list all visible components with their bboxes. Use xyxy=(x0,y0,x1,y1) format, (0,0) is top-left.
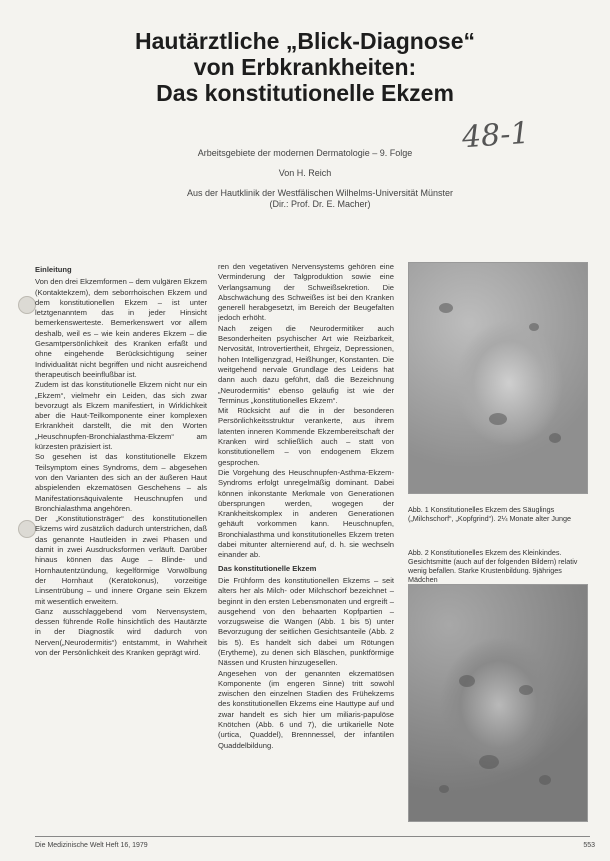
paragraph: Von den drei Ekzemformen – dem vulgären Ekzem (Kontaktekzem), dem seborrhoischen Ekzem und dem konstitutionellen Ekzem – ist unter letztgenanntem das in jeder Hinsicht bemerkenswerteste. Bemerkenswert vor allem deshalb, weil es – wie kein anderes Ekzem – die Gesamtpersönlichkeit des Kranken erfaßt und ohne eingehende Berücksichtigung seiner Individualität nicht begriffen und nicht ausreichend therapeutisch beeinflußbar ist. xyxy=(35,277,207,379)
paragraph: Zudem ist das konstitutionelle Ekzem nicht nur ein „Ekzem“, vielmehr ein Leiden, das sich zwar bevorzugt als Ekzem manifestiert, in Wirklichkeit aber die Haut-Teilkomponente einer komplexen Erkrankheit darstellt, die mit den Worten „Heuschnupfen-Bronchialasthma-Ekzem“ am kürzesten präzisiert ist. xyxy=(35,380,207,452)
paragraph: Ganz ausschlaggebend vom Nervensystem, dessen führende Rolle hinsichtlich des Hautärzte in der Diagnostik wird dadurch von Nerven(„Neurodermitis“) entstammt, in Wahrheit von der Persönlichkeit des Kranken geprägt wird. xyxy=(35,606,207,657)
child-eczema-photo xyxy=(408,584,588,822)
author-line: Von H. Reich xyxy=(278,168,332,178)
affiliation-line-2: (Dir.: Prof. Dr. E. Macher) xyxy=(269,199,371,209)
article-title xyxy=(60,28,550,106)
figure-1-caption: Abb. 1 Konstitutionelles Ekzem des Säuglings („Milchschorf“, „Kopfgrind“). 2¼ Monate alter Junge xyxy=(408,505,571,523)
title-line-2: von Erbkrankheiten: xyxy=(193,54,417,80)
punch-hole xyxy=(18,296,36,314)
title-line-1: Hautärztliche „Blick-Diagnose“ xyxy=(135,28,475,54)
page-number: 553 xyxy=(583,842,595,849)
paragraph: So gesehen ist das konstitutionelle Ekzem Teilsymptom eines Syndroms, dem – abgesehen von den Varianten des sich an der äußeren Haut abspielenden ekzematösen Geschehens – als Manifestationsäquivalente Heuschnupfen und Bronchialasthma angehören. xyxy=(35,452,207,513)
paragraph: Nach zeigen die Neurodermitiker auch Besonderheiten psychischer Art wie Reizbarkeit, Nervosität, Introvertiertheit, Ehrgeiz, Depressionen, hohen Intelligenzgrad, Heißhunger, Konstanten. Die weitgehend nervale Grundlage des Leidens hat dann auch dazu geführt, daß die Bezeichnung „Neurodermitis“ ebenso geläufig ist wie der Terminus „konstitutionelles Ekzem“. xyxy=(218,323,394,405)
paragraph: Angesehen von der genannten ekzematösen Komponente (im engeren Sinne) tritt sowohl zwischen den einzelnen Stadien des Frühekzems des konstitutionellen Ekzems eine Hauttype auf und zwar handelt es sich hier um miliaris-papulöse Knötchen (Abb. 6 und 7), die urtikarielle Note (urtica, Quaddel), Brennnessel, der infantilen Quaddelbildung. xyxy=(218,668,394,750)
paragraph: Der „Konstitutionsträger“ des konstitutionellen Ekzems wird zusätzlich dadurch unterstrichen, daß das genannte Hautleiden in zwei Phasen und damit in zwei Ausdrucksformen verläuft. Darüber hinaus können das Auge – Blinde- und Hornhautentzündung, kegelförmige Vorwölbung der Hornhaut (Keratokonus), vorzeitige Linsentrübung – und innere Organe sein Ekzem mit wesentlich erweitern. xyxy=(35,514,207,606)
journal-reference: Die Medizinische Welt Heft 16, 1979 xyxy=(35,842,148,849)
footer-rule xyxy=(35,836,590,837)
paragraph: Mit Rücksicht auf die in der besonderen Persönlichkeitsstruktur verankerte, aus ihrem latenten inneren Kommende Ekzembereitschaft der Kranken wird schließlich auch – statt von konstitutionellem – von endogenem Ekzem gesprochen. xyxy=(218,406,394,467)
paragraph: Die Vorgehung des Heuschnupfen-Asthma-Ekzem-Syndroms erfolgt unregelmäßig dominant. Dabei können inkonstante Merkmale von Generationen übersprungen werden, wogegen der Krankheitskomplex in anderen Generationen gehäuft vorkommen kann. Heuschnupfen, Bronchialasthma und konstitutionelles Ekzem treten dabei mitunter alternierend auf, d. h. sie wechseln einander ab. xyxy=(218,467,394,560)
punch-hole xyxy=(18,520,36,538)
infant-eczema-photo xyxy=(408,262,588,494)
paragraph: Die Frühform des konstitutionellen Ekzems – seit alters her als Milch- oder Milchschorf bezeichnet – beginnt in den ersten Lebensmonaten und ergreift – ausgehend von den behaarten Kopfpartien – vorzugsweise die Wangen (Abb. 1 bis 5) unter Bevorzugung der seitlichen Gesichtsanteile (Abb. 2 bis 5). Es handelt sich dabei um Rötungen (Erytheme), zu denen sich Bläschen, punktförmige Nässen und Krusten hinzugesellen. xyxy=(218,575,394,668)
series-subtitle: Arbeitsgebiete der modernen Dermatologie – 9. Folge xyxy=(197,148,413,158)
section-heading: Das konstitutionelle Ekzem xyxy=(218,563,317,573)
paragraph: ren den vegetativen Nervensystems gehören eine Verminderung der Talgproduktion sowie eine Verlangsamung der Schweißsekretion. Die Abschwächung des Schweißes ist bei den Kranken generell herabgesetzt, im Bereich der Beugefalten jedoch erhöht. xyxy=(218,262,394,323)
text-column-2 xyxy=(218,262,394,832)
text-column-1 xyxy=(35,262,207,832)
figure-2-caption: Abb. 2 Konstitutionelles Ekzem des Kleinkindes. Gesichtsmitte (auch auf der folgenden Bildern) relativ wenig befallen. Starke Krustenbildung. 9jähriges Mädchen xyxy=(408,548,578,584)
affiliation-line-1: Aus der Hautklinik der Westfälischen Wilhelms-Universität Münster xyxy=(187,188,453,198)
section-heading: Einleitung xyxy=(35,265,72,274)
title-line-3: Das konstitutionelle Ekzem xyxy=(156,80,454,106)
affiliation xyxy=(120,188,520,210)
handwritten-note: 48-1 xyxy=(460,115,531,156)
